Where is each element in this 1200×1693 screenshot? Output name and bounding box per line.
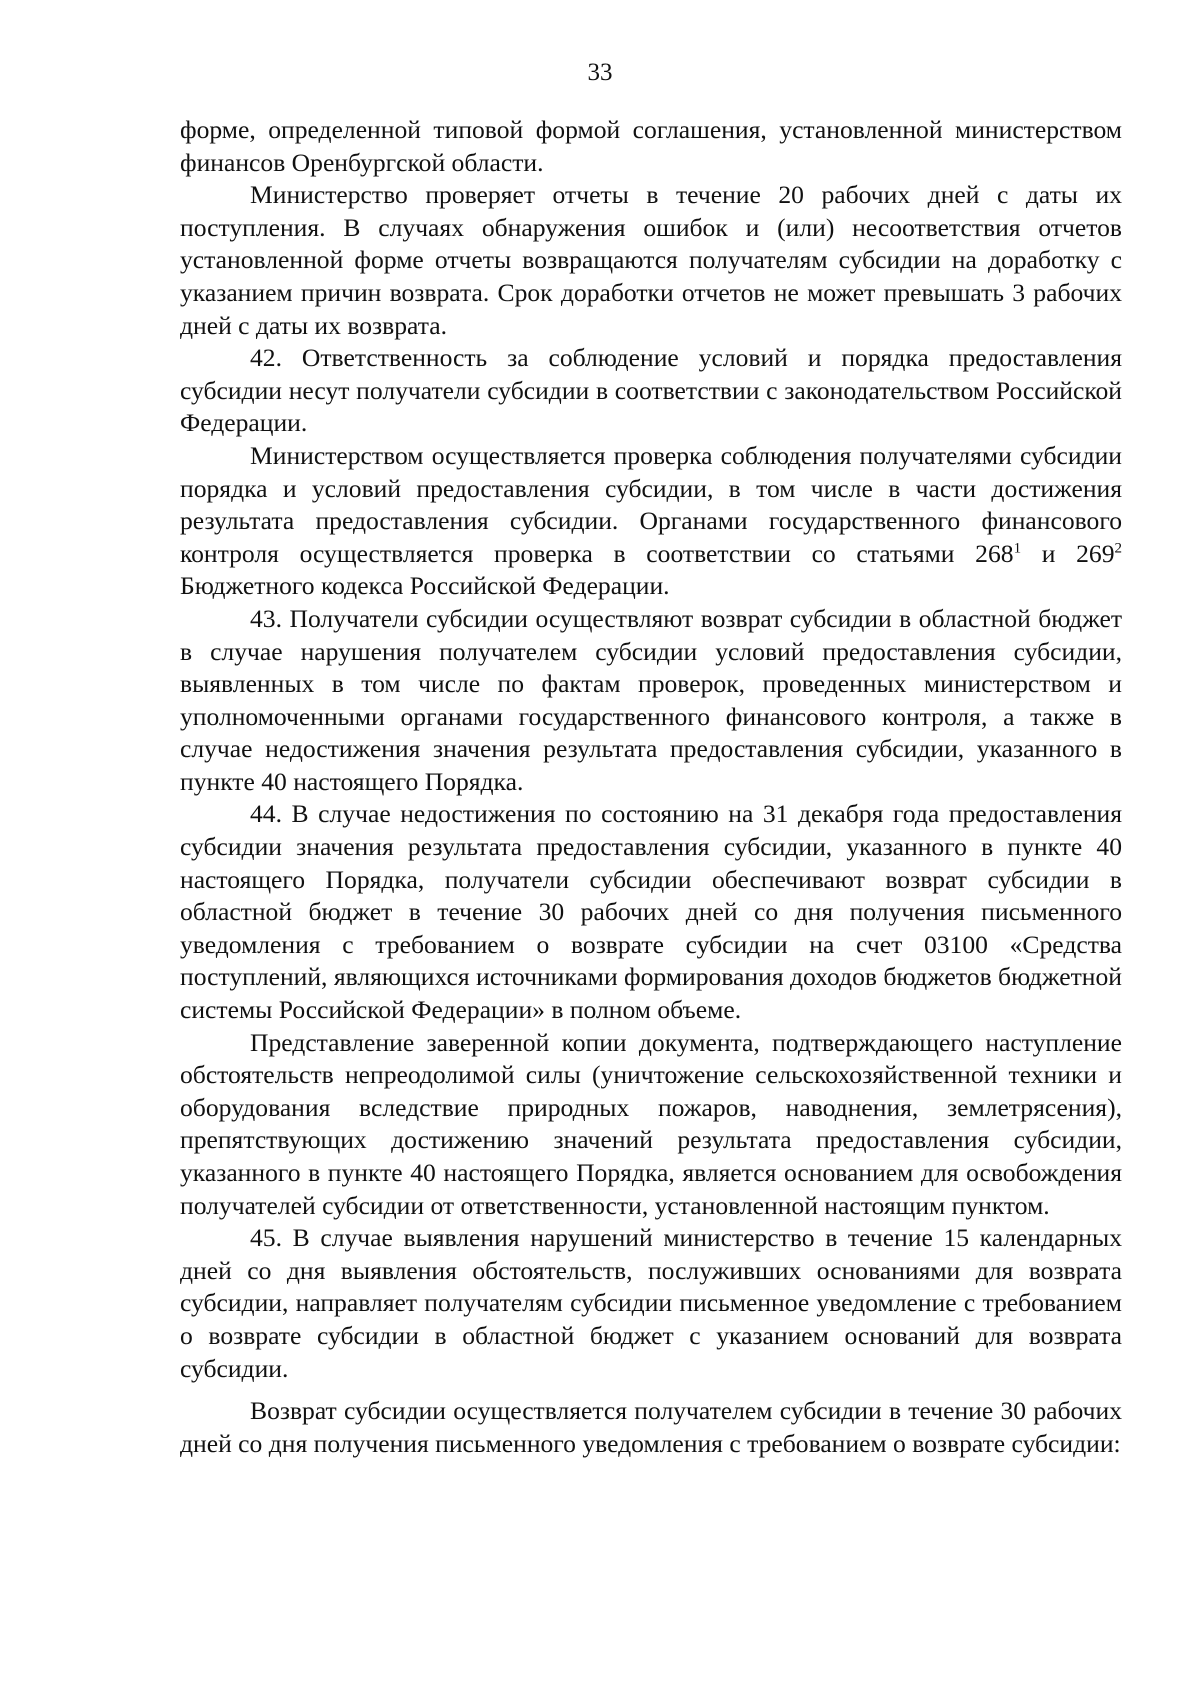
paragraph-42: 42. Ответственность за соблюдение условий и порядка предоставления субсидии несут получатели субсидии в соответствии с законодательством Российской Федерации. (180, 343, 1122, 438)
paragraph-continuation: форме, определенной типовой формой соглашения, установленной министерством финансов Оренбургской области. (180, 115, 1122, 177)
superscript-1: 1 (1013, 540, 1022, 557)
document-body (180, 114, 1122, 1460)
superscript-2: 2 (1114, 540, 1123, 557)
paragraph-return: Возврат субсидии осуществляется получателем субсидии в течение 30 рабочих дней со дня получения письменного уведомления с требованием о возврате субсидии: (180, 1396, 1122, 1458)
paragraph-ministry-check-text-2: и 269 (1021, 538, 1115, 568)
paragraph-45: 45. В случае выявления нарушений министерство в течение 15 календарных дней со дня выявления обстоятельств, послуживших основаниями для возврата субсидии, направляет получателям субсидии письменное уведомление с требованием о возврате субсидии в областной бюджет с указанием оснований для возврата субсидии. (180, 1223, 1122, 1383)
page-number: 33 (587, 59, 613, 86)
paragraph-43: 43. Получатели субсидии осуществляют возврат субсидии в областной бюджет в случае нарушения получателем субсидии условий предоставления субсидии, выявленных в том числе по фактам проверок, проведенных министерством и уполномоченными органами государственного финансового контроля, а также в случае недостижения значения результата предоставления субсидии, указанного в пункте 40 настоящего Порядка. (180, 603, 1122, 796)
paragraph-44: 44. В случае недостижения по состоянию на 31 декабря года предоставления субсидии значения результата предоставления субсидии, указанного в пункте 40 настоящего Порядка, получатели субсидии обеспечивают возврат субсидии в областной бюджет в течение 30 рабочих дней со дня получения письменного уведомления с требованием о возврате субсидии на счет 03100 «Средства поступлений, являющихся источниками формирования доходов бюджетов бюджетной системы Российской Федерации» в полном объеме. (180, 799, 1122, 1025)
paragraph-ministry-check (180, 440, 1122, 603)
paragraph-report-check: Министерство проверяет отчеты в течение 20 рабочих дней с даты их поступления. В случаях обнаружения ошибок и (или) несоответствия отчетов установленной форме отчеты возвращаются получателям субсидии на доработку с указанием причин возврата. Срок доработки отчетов не может превышать 3 рабочих дней с даты их возврата. (180, 180, 1122, 340)
paragraph-ministry-check-text-1: Министерством осуществляется проверка соблюдения получателями субсидии порядка и условий предоставления субсидии, в том числе в части достижения результата предоставления субсидии. Органами государственного финансового контроля осуществляется проверка в соответствии со статьями 268 (180, 440, 1122, 568)
paragraph-force-majeure: Представление заверенной копии документа, подтверждающего наступление обстоятельств непреодолимой силы (уничтожение сельскохозяйственной техники и оборудования вследствие природных пожаров, наводнения, землетрясения), препятствующих достижению значений результата предоставления субсидии, указанного в пункте 40 настоящего Порядка, является основанием для освобождения получателей субсидии от ответственности, установленной настоящим пунктом. (180, 1027, 1122, 1220)
paragraph-ministry-check-text-3: Бюджетного кодекса Российской Федерации. (180, 571, 670, 601)
